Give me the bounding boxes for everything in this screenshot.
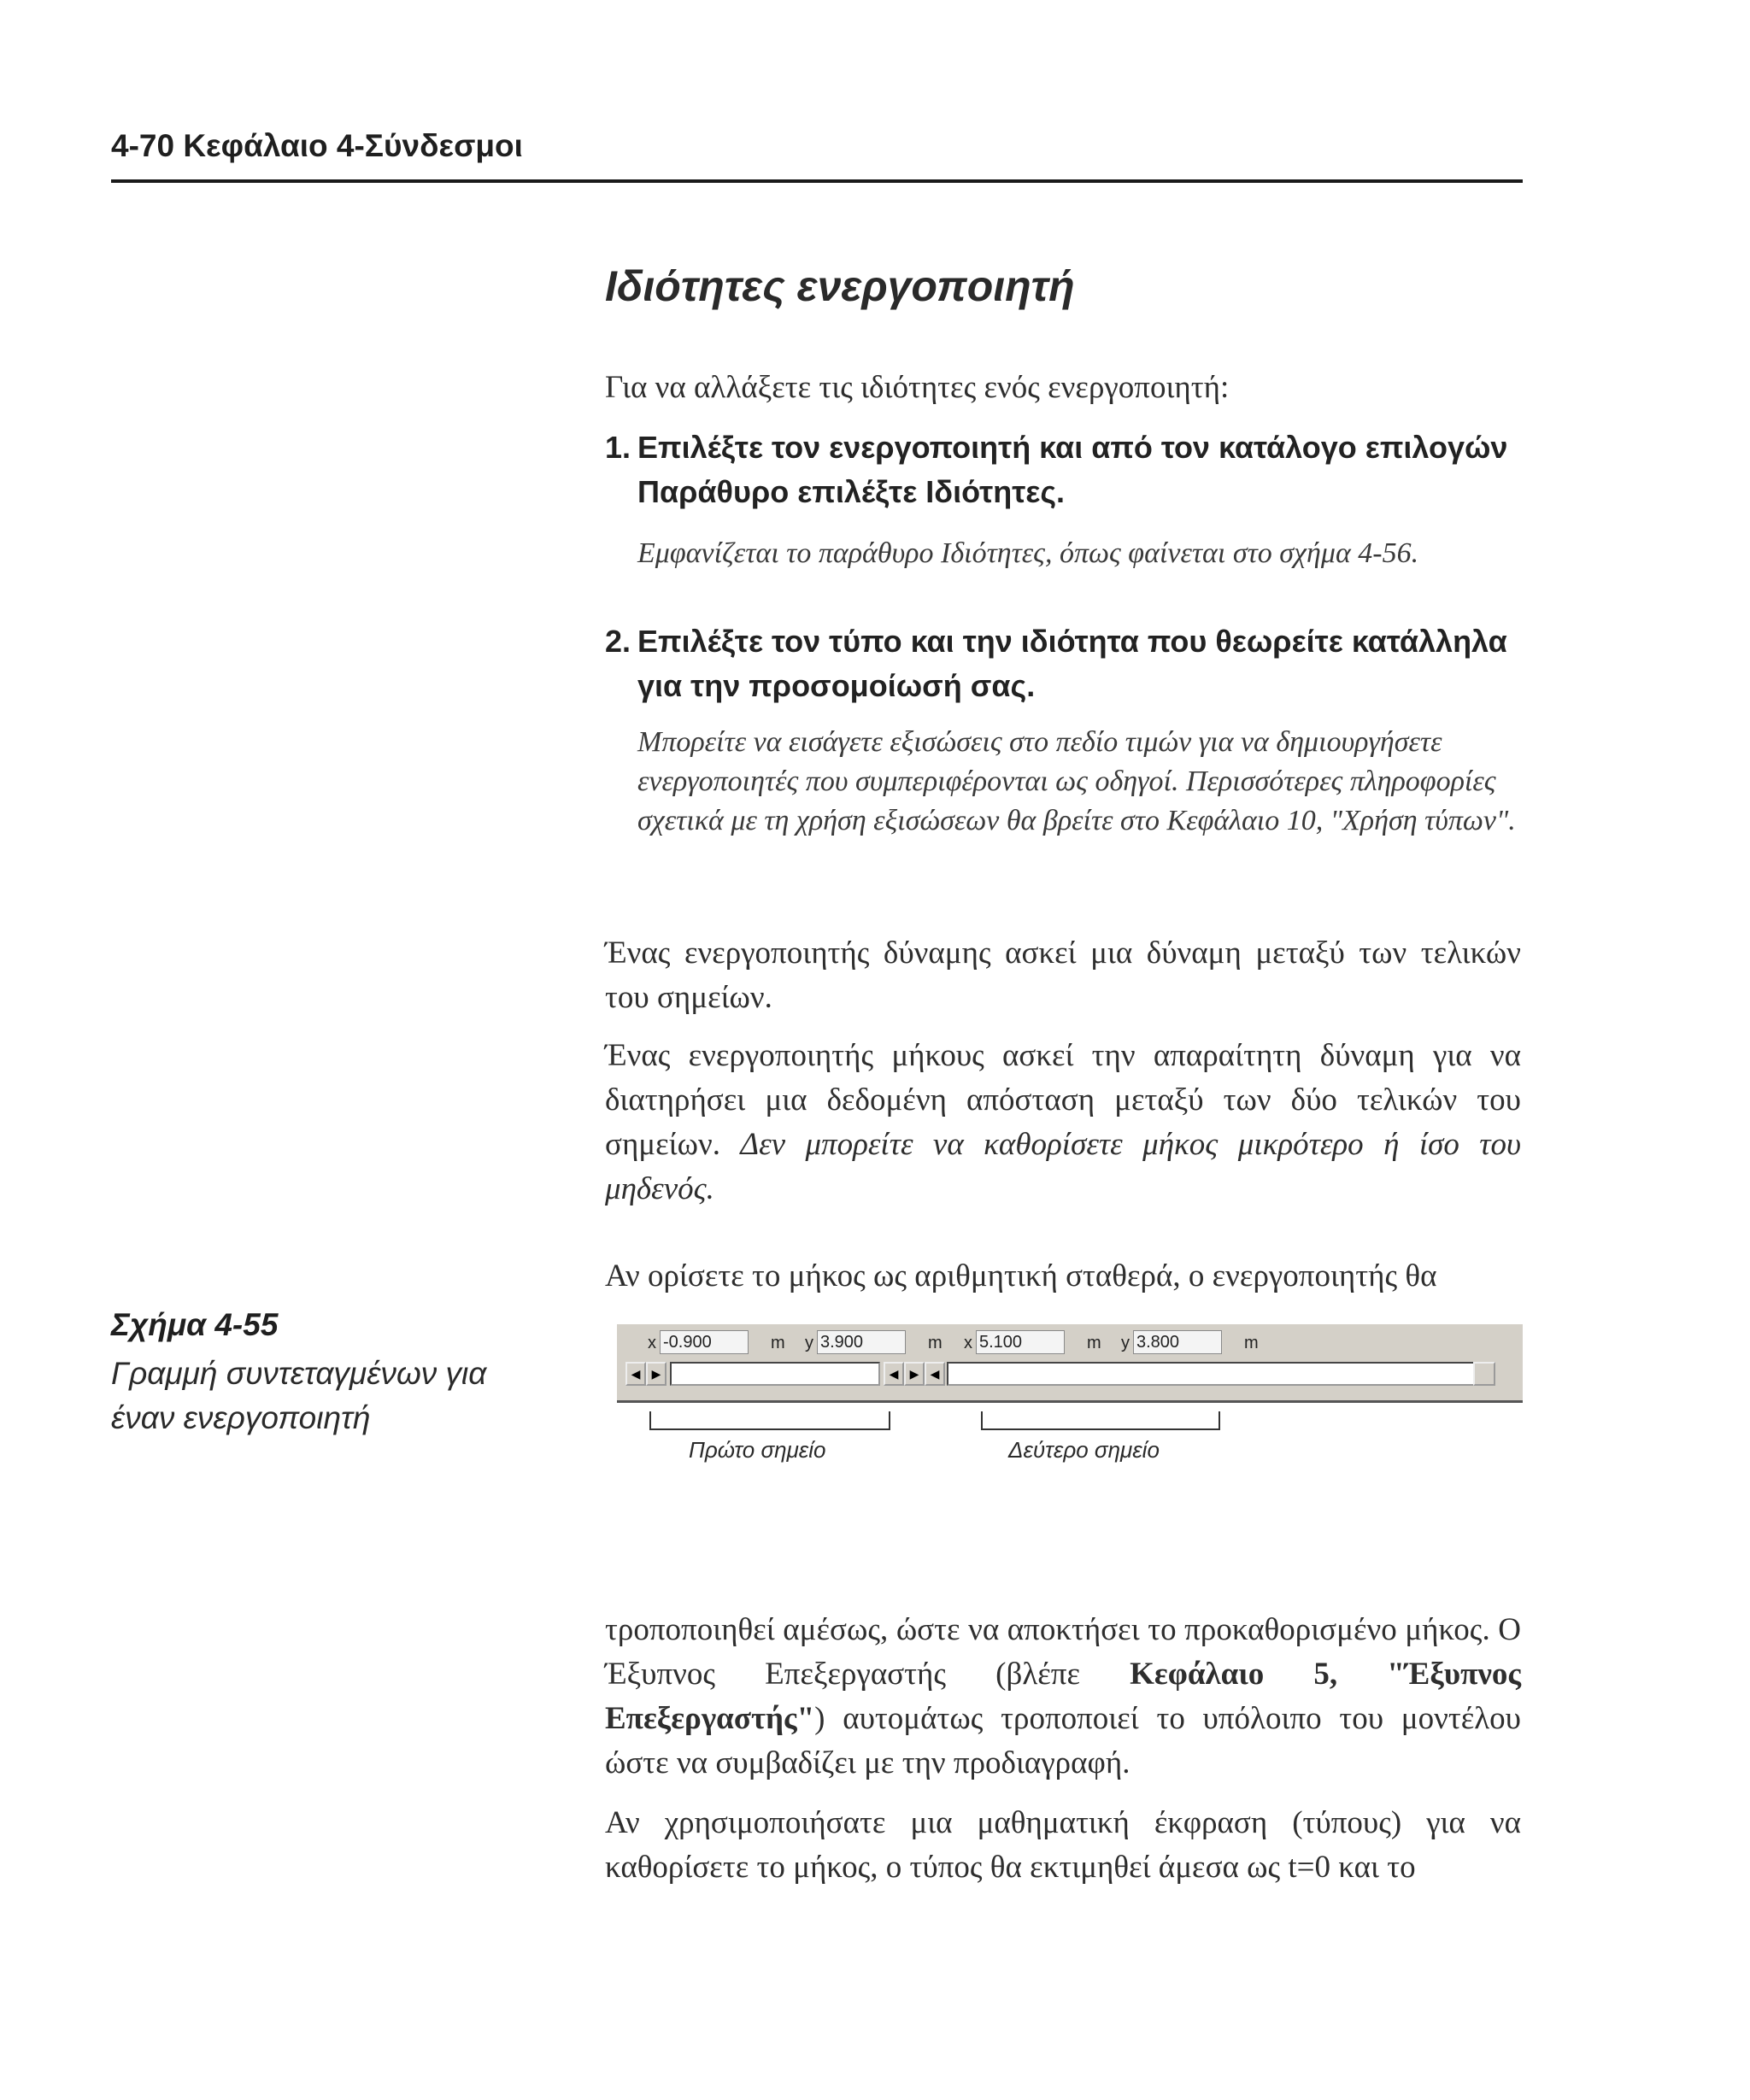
coord-unit: m bbox=[928, 1334, 943, 1352]
section-title: Ιδιότητες ενεργοποιητή bbox=[605, 262, 1075, 310]
step-1-note: Εμφανίζεται το παράθυρο Ιδιότητες, όπως φαίνεται στο σχήμα 4-56. bbox=[637, 537, 1419, 569]
scroll-controls bbox=[625, 1362, 1506, 1389]
coord-unit: m bbox=[1087, 1334, 1101, 1352]
scroll-left-icon[interactable]: ◀ bbox=[625, 1362, 646, 1386]
second-point-bracket bbox=[981, 1411, 1220, 1430]
step-back-icon[interactable]: ◀ bbox=[884, 1362, 904, 1386]
intro-paragraph: Για να αλλάξετε τις ιδιότητες ενός ενεργοποιητή: bbox=[605, 370, 1230, 405]
first-point-track[interactable] bbox=[670, 1362, 880, 1386]
length-actuator-paragraph bbox=[605, 1034, 1521, 1211]
scrollbar-thumb[interactable] bbox=[1473, 1362, 1495, 1386]
coord-label: y bbox=[1121, 1334, 1130, 1352]
force-actuator-paragraph: Ένας ενεργοποιητής δύναμης ασκεί μια δύναμη μεταξύ των τελικών του σημείων. bbox=[605, 936, 1521, 1015]
figure-title: Σχήμα 4-55 bbox=[111, 1307, 279, 1342]
step-number: 1. bbox=[605, 430, 631, 465]
play-icon[interactable]: ▶ bbox=[904, 1362, 925, 1386]
figure-caption: Γραμμή συντεταγμένων για έναν ενεργοποιητή bbox=[111, 1356, 487, 1435]
scroll-left-icon[interactable]: ◀ bbox=[925, 1362, 945, 1386]
chapter-reference: Κεφάλαιο 5, "Έξυπνος Επεξεργαστής" bbox=[605, 1657, 1521, 1736]
first-point-label: Πρώτο σημείο bbox=[689, 1437, 826, 1463]
second-point-label: Δεύτερο σημείο bbox=[1008, 1437, 1160, 1463]
second-y-input[interactable]: 3.800 bbox=[1133, 1330, 1222, 1354]
scroll-right-icon[interactable]: ▶ bbox=[646, 1362, 667, 1386]
step-number: 2. bbox=[605, 624, 631, 659]
step-2-note: Μπορείτε να εισάγετε εξισώσεις στο πεδίο τιμών για να δημιουργήσετε ενεργοποιητές που συμπεριφέρονται ως οδηγοί. Περισσότερες πληροφορίες σχετικά με τη χρήση εξισώσεων θα βρείτε στο Κεφάλαιο 10, "Χρήση τύπων". bbox=[637, 726, 1516, 836]
first-y-input[interactable]: 3.900 bbox=[817, 1330, 906, 1354]
smart-editor-text: τροποποιηθεί αμέσως, ώστε να αποκτήσει το προκαθορισμένο μήκος. Ο Έξυπνος Επεξεργαστής (βλέπε bbox=[605, 1612, 1521, 1692]
first-x-input[interactable]: -0.900 bbox=[660, 1330, 749, 1354]
formula-paragraph: Αν χρησιμοποιήσατε μια μαθηματική έκφραση (τύπους) για να καθορίσετε το μήκος, ο τύπος θα εκτιμηθεί άμεσα ως t=0 και το bbox=[605, 1805, 1521, 1885]
step-2 bbox=[605, 619, 1521, 708]
coord-label: x bbox=[648, 1334, 656, 1352]
timeline-scrollbar[interactable] bbox=[947, 1362, 1477, 1386]
length-warning: Δεν μπορείτε να καθορίσετε μήκος μικρότερο ή ίσο του μηδενός. bbox=[605, 1127, 1521, 1206]
first-point-bracket bbox=[649, 1411, 890, 1430]
running-header: 4-70 Κεφάλαιο 4-Σύνδεσμοι bbox=[111, 128, 523, 163]
step-text: Επιλέξτε τον ενεργοποιητή και από τον κατάλογο επιλογών Παράθυρο επιλέξτε Ιδιότητες. bbox=[637, 430, 1508, 509]
coord-unit: m bbox=[1244, 1334, 1259, 1352]
second-x-input[interactable]: 5.100 bbox=[976, 1330, 1065, 1354]
coordinate-bar bbox=[617, 1324, 1523, 1403]
coord-label: y bbox=[805, 1334, 813, 1352]
smart-editor-paragraph bbox=[605, 1608, 1521, 1786]
header-rule bbox=[111, 179, 1523, 183]
constant-length-paragraph: Αν ορίσετε το μήκος ως αριθμητική σταθερά, ο ενεργοποιητής θα bbox=[605, 1258, 1437, 1293]
coord-label: x bbox=[964, 1334, 972, 1352]
coord-unit: m bbox=[771, 1334, 785, 1352]
step-1 bbox=[605, 425, 1521, 514]
length-paragraph-text: Ένας ενεργοποιητής μήκους ασκεί την απαραίτητη δύναμη για να διατηρήσει μια δεδομένη απόσταση μεταξύ των δύο τελικών του σημείων. bbox=[605, 1038, 1521, 1162]
smart-editor-text-end: ) αυτομάτως τροποποιεί το υπόλοιπο του μοντέλου ώστε να συμβαδίζει με την προδιαγραφή. bbox=[605, 1701, 1521, 1780]
step-text: Επιλέξτε τον τύπο και την ιδιότητα που θεωρείτε κατάλληλα για την προσομοίωσή σας. bbox=[637, 624, 1507, 703]
